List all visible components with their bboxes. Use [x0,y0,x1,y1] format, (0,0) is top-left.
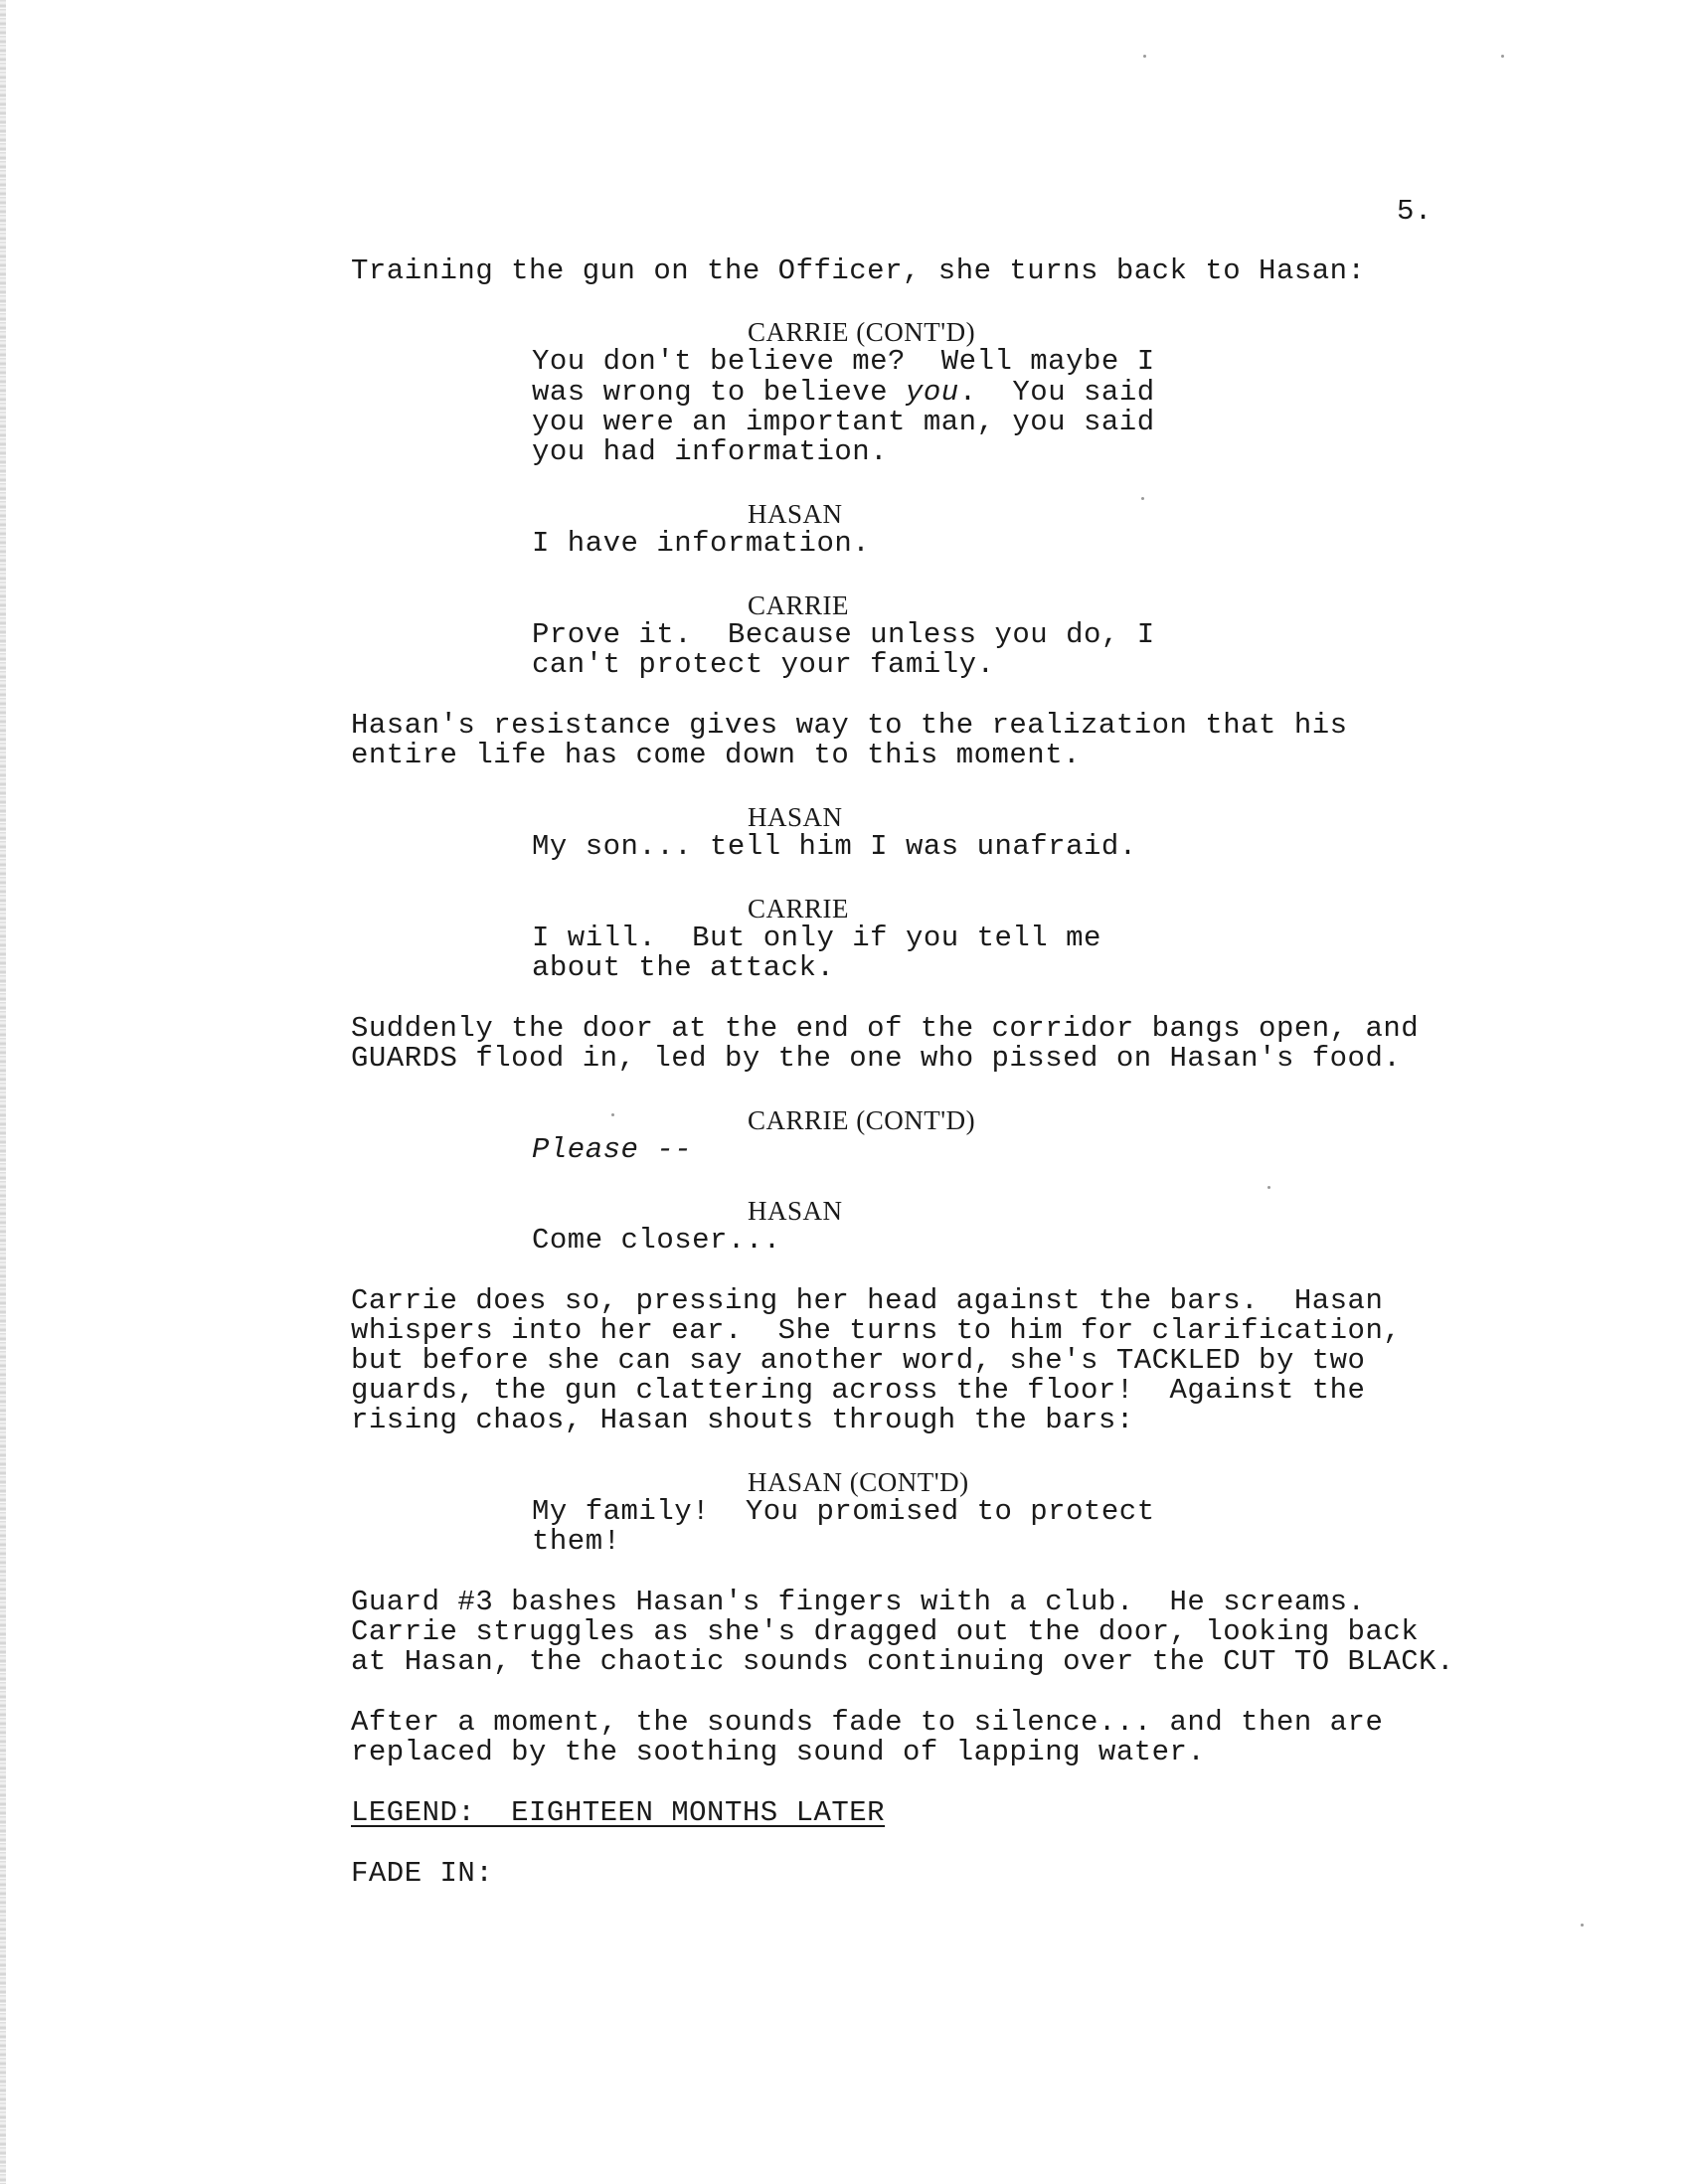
action-line: guards, the gun clattering across the floor! Against the [351,1374,1366,1407]
action-line: GUARDS flood in, led by the one who pissed on Hasan's food. [351,1042,1402,1075]
character-name: HASAN [748,1196,843,1226]
dialogue-line: My son... tell him I was unafraid. [532,830,1137,863]
scan-speck [1501,55,1504,58]
action-line: at Hasan, the chaotic sounds continuing over the CUT TO BLACK. [351,1645,1454,1678]
character-name: HASAN [748,499,843,529]
page-number: 5. [1397,195,1433,228]
dialogue-line: you were an important man, you said [532,406,1155,438]
dialogue-line: My family! You promised to protect [532,1495,1155,1528]
action-line: entire life has come down to this moment. [351,739,1082,771]
action-line: Guard #3 bashes Hasan's fingers with a club. He screams. [351,1586,1366,1618]
action-line: Carrie struggles as she's dragged out the door, looking back [351,1615,1420,1648]
character-name: CARRIE [748,590,850,620]
dialogue-line: Come closer... [532,1224,781,1257]
dialogue-line: Prove it. Because unless you do, I [532,618,1155,651]
action-line: Suddenly the door at the end of the corridor bangs open, and [351,1012,1420,1045]
character-name: CARRIE (CONT'D) [748,317,976,347]
transition-line: FADE IN: [351,1857,494,1890]
action-line: whispers into her ear. She turns to him for clarification, [351,1314,1402,1347]
dialogue-line: can't protect your family. [532,648,995,681]
action-line: rising chaos, Hasan shouts through the bars: [351,1404,1134,1436]
dialogue-fragment: was wrong to believe [532,376,906,409]
action-line: replaced by the soothing sound of lapping water. [351,1736,1206,1768]
character-name: CARRIE (CONT'D) [748,1105,976,1135]
character-name: HASAN [748,802,843,832]
dialogue-line: them! [532,1525,621,1558]
scan-speck [1143,55,1146,58]
dialogue-line: you had information. [532,435,889,468]
dialogue-line: I have information. [532,527,871,560]
action-line: Training the gun on the Officer, she turns back to Hasan: [351,254,1366,287]
scan-speck [611,1113,614,1116]
scan-speck [1267,1186,1270,1189]
dialogue-emphasis: you [905,376,959,409]
dialogue-line: I will. But only if you tell me [532,922,1101,954]
character-name: CARRIE [748,894,850,924]
action-line: After a moment, the sounds fade to silence... and then are [351,1706,1384,1739]
character-name: HASAN (CONT'D) [748,1467,969,1497]
scan-speck [1141,497,1144,500]
dialogue-line [532,378,1155,408]
action-line: Hasan's resistance gives way to the realization that his [351,709,1348,742]
dialogue-line: You don't believe me? Well maybe I [532,345,1155,378]
action-line: Carrie does so, pressing her head against the bars. Hasan [351,1284,1384,1317]
dialogue-fragment: . You said [958,376,1155,409]
action-line: but before she can say another word, she's TACKLED by two [351,1344,1366,1377]
dialogue-line: Please -- [532,1133,693,1166]
scan-edge [0,0,6,2184]
dialogue-line: about the attack. [532,951,835,984]
legend-line: LEGEND: EIGHTEEN MONTHS LATER [351,1796,886,1829]
scan-speck [1581,1924,1584,1927]
